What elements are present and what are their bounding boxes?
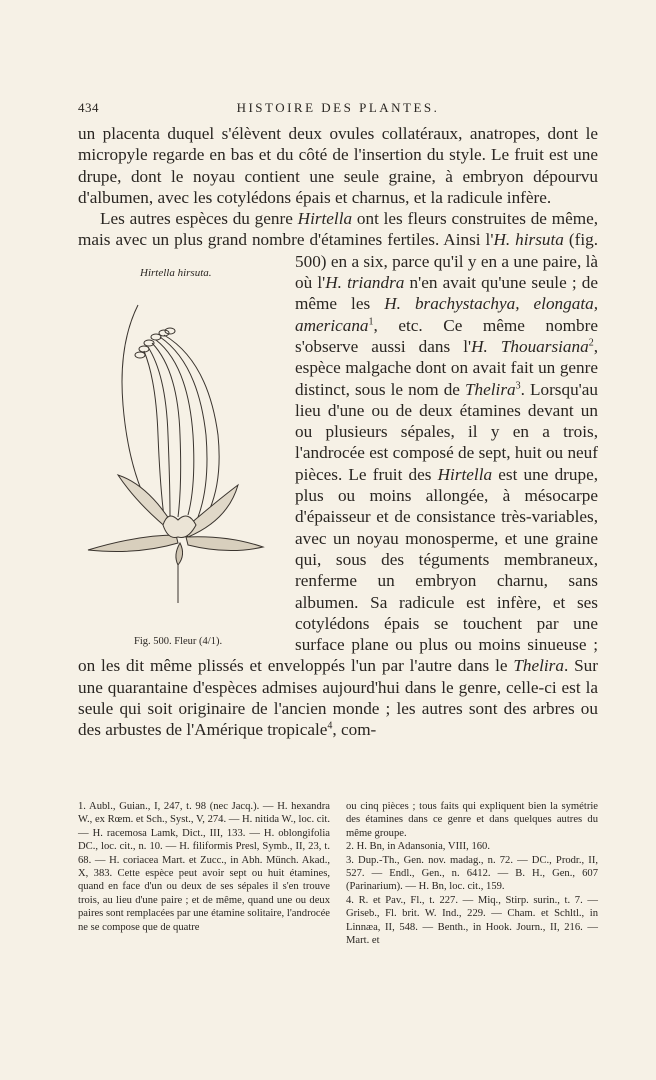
footnotes-right-column (346, 800, 598, 947)
taxon-name: H. Thouarsiana (471, 336, 589, 356)
figure-caption: Fig. 500. Fleur (4/1). (134, 636, 223, 648)
taxon-name: Hirtella (297, 209, 353, 229)
footnote-2: 2. H. Bn, in Adansonia, VIII, 160. (346, 841, 490, 853)
text-span: n'en avait qu'une seule ; de même les (295, 273, 599, 314)
footnote-ref: 2 (588, 337, 594, 349)
paragraph-2 (78, 208, 598, 740)
flower-illustration (78, 285, 278, 605)
text-span: , espèce malgache dont on avait fait un genre distinct, sous le nom de (295, 336, 598, 399)
main-text (78, 123, 598, 741)
taxon-name: Thelira (513, 656, 564, 676)
text-span: ont les fleurs construites de même, mais avec un plus grand nombre d'étamines fertiles. Ainsi l' (78, 209, 599, 250)
page-number: 434 (78, 100, 99, 115)
footnotes-left-column (78, 800, 330, 947)
text-span: Les autres espèces du genre (100, 209, 298, 229)
running-title: HISTOIRE DES PLANTES. (236, 100, 440, 115)
footnote-ref: 4 (327, 720, 333, 732)
figure-title: Hirtella hirsuta. (140, 266, 212, 279)
taxon-name: H. triandra (325, 273, 405, 293)
taxon-name: H. brachystachya, elongata, americana (295, 294, 598, 335)
text-span: est une drupe, plus ou moins allongée, à mésocarpe d'épaisseur et de consistance très-variables, avec un noyau monosperme, et une graine qui, sous des téguments membraneux, renferme un embryon charnu, sans albumen. Sa radicule est infère, et ses cotylédons épais se touchent par une surface plane ou plus ou moins sinueuse ; on les dit même plissés et enveloppés l'un par l'autre dans le (78, 464, 598, 676)
text-span: . Lorsqu'au lieu d'une ou de deux étamines devant un ou plusieurs sépales, il y en a trois, l'androcée est composé de sept, huit ou neuf pièces. Le fruit des (295, 379, 599, 484)
taxon-name: Thelira (465, 379, 516, 399)
taxon-name: Hirtella (437, 464, 493, 484)
footnote-1: 1. Aubl., Guian., I, 247, t. 98 (nec Jacq.). — H. hexandra W., ex Rœm. et Sch., Syst., V, 274. — H. nitida W., loc. cit. — H. racemosa Lamk, Dict., III, 133. — H. oblongifolia DC., loc. cit., n. 10. — H. filiformis Presl, Symb., II, 23, t. 68. — H. coriacea Mart. et Zucc., in Abh. Münch. Akad., X, 383. Cette espèce peut avoir sept ou huit étamines, quand en face d'un ou deux de ses sépales il s'en trouve trois, au lieu d'une paire ; et de même, quand une ou deux paires sont remplacées par une étamine solitaire, l'androcée ne se compose que de quatre (78, 801, 330, 933)
text-span: , com- (332, 720, 377, 740)
text-span: (fig. 500) en a six, parce qu'il y en a une paire, là où l' (295, 230, 598, 293)
footnote-1-continued: ou cinq pièces ; tous faits qui expliquent bien la symétrie des étamines dans ce genre et dans quelques autres du même groupe. (346, 801, 598, 839)
running-header (78, 100, 598, 122)
figure-500 (78, 253, 283, 653)
footnote-ref: 3 (515, 379, 521, 391)
footnote-3: 3. Dup.-Th., Gen. nov. madag., n. 72. — DC., Prodr., II, 527. — Endl., Gen., n. 6412. — B. H., Gen., 607 (Parinarium). — H. Bn, loc. cit., 159. (346, 854, 598, 893)
footnotes (78, 800, 598, 947)
taxon-name: H. hirsuta (493, 230, 564, 250)
footnote-ref: 1 (368, 315, 374, 327)
paragraph-1: un placenta duquel s'élèvent deux ovules collatéraux, anatropes, dont le micropyle regarde en bas et du côté de l'insertion du style. Le fruit est une drupe, dont le noyau contient une seule graine, à embryon dépourvu d'albumen, avec les cotylédons épais et charnus, et la radicule infère. (78, 124, 598, 207)
footnote-4: 4. R. et Pav., Fl., t. 227. — Miq., Stirp. surin., t. 7. — Griseb., Fl. brit. W. Ind., 229. — Cham. et Schltl., in Linnæa, II, 548. — Benth., in Hook. Journ., II, 216. — Mart. et (346, 894, 598, 947)
text-span: . Sur une quarantaine d'espèces admises aujourd'hui dans le genre, celle-ci est la seule qui soit originaire de l'ancien monde ; les autres sont des arbres ou des arbustes de l'Amérique tropicale (78, 656, 598, 740)
text-span: , etc. Ce même nombre s'observe aussi dans l' (295, 315, 598, 356)
